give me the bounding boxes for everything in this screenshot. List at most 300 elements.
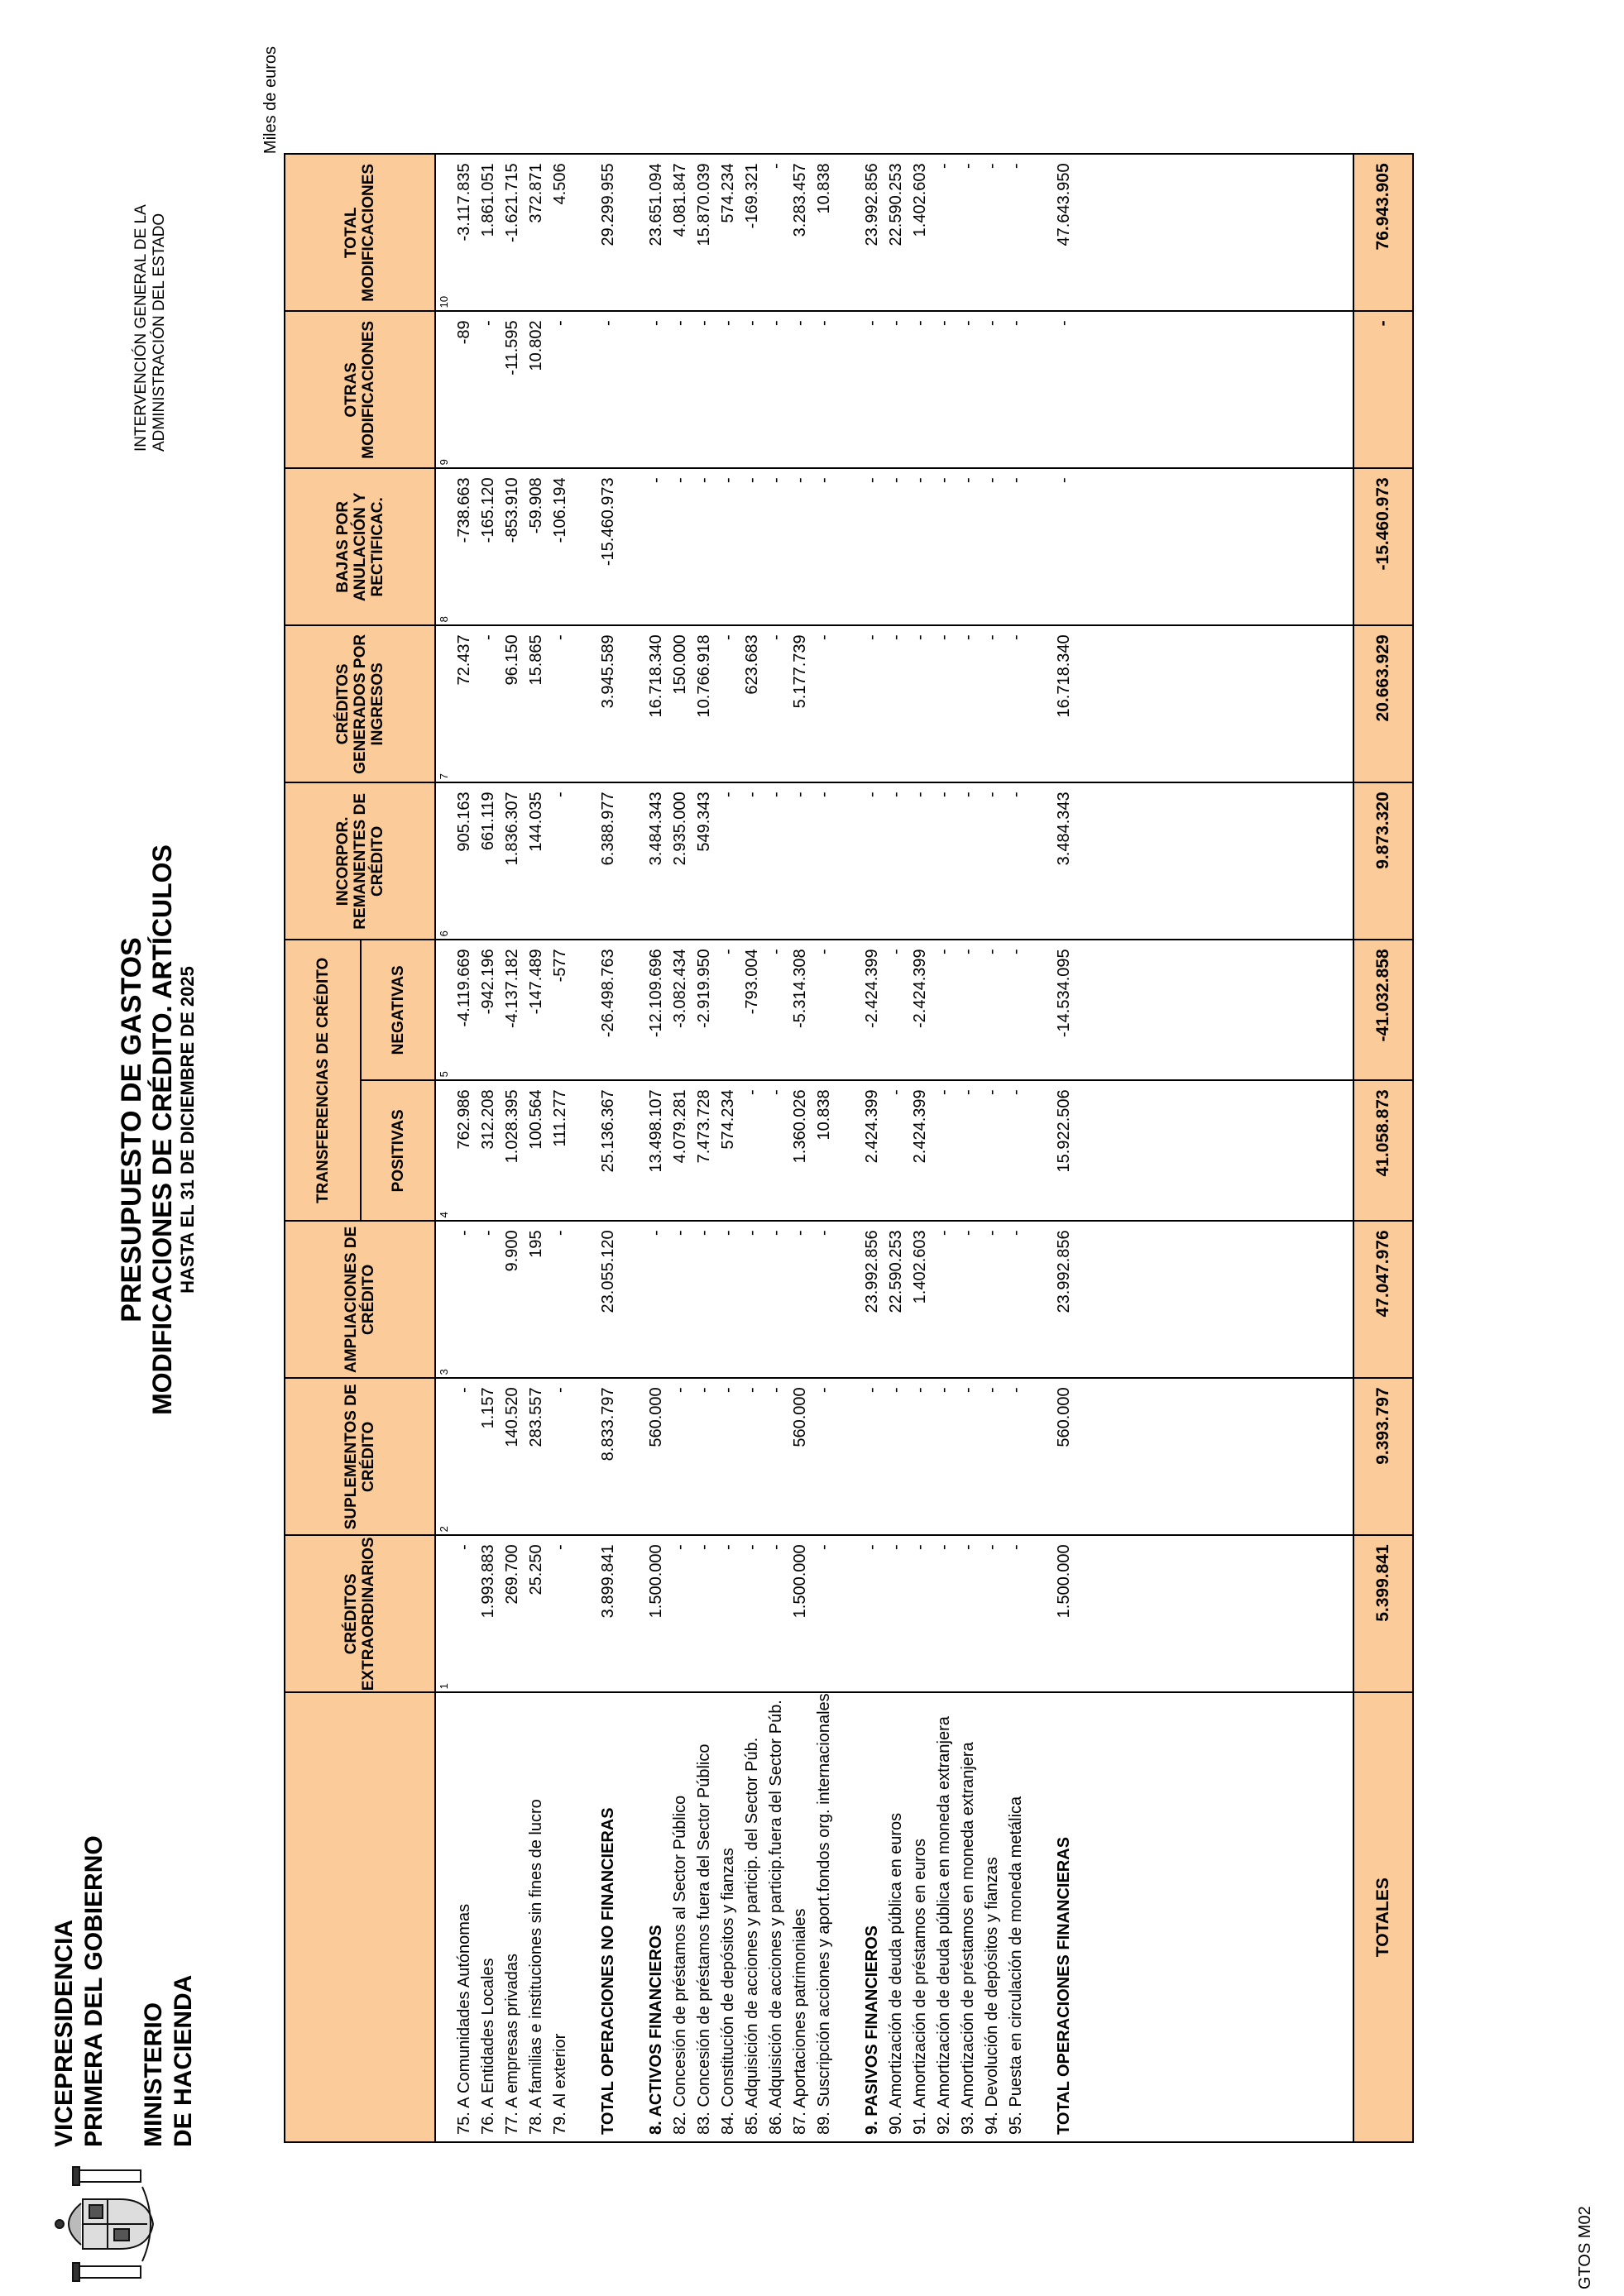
cell-value: - — [887, 634, 905, 641]
cell-value: - — [1007, 1089, 1025, 1096]
units-note: Miles de euros — [261, 46, 280, 155]
cell-value: -11.595 — [503, 320, 521, 375]
title-line-2: MODIFICACIONES DE CRÉDITO. ARTÍCULOS — [147, 844, 177, 1415]
cell-value: - — [767, 792, 785, 798]
cell-value: - — [599, 320, 617, 327]
cell-value — [1028, 1536, 1052, 1691]
cell-value: - — [959, 1387, 977, 1394]
cell-value: - — [647, 320, 665, 327]
cell-value: - — [983, 163, 1001, 170]
total-value: -15.460.973 — [1353, 468, 1413, 625]
row-label: 94. Devolución de depósitos y fianzas — [983, 1857, 1001, 2135]
row-label: 75. A Comunidades Autónomas — [455, 1903, 473, 2135]
cell-value — [620, 155, 644, 310]
cell-value — [572, 155, 596, 310]
cell-value: 47.643.950 — [1055, 163, 1073, 246]
cell-value — [572, 1379, 596, 1534]
cell-value: - — [455, 1230, 473, 1236]
row-label: 8. ACTIVOS FINANCIEROS — [647, 1925, 665, 2135]
cell-value: - — [983, 949, 1001, 955]
cell-value: 150.000 — [671, 634, 689, 695]
values-column-2 — [435, 1378, 1353, 1535]
cell-value — [620, 469, 644, 624]
column-header-3: AMPLIACIONES DE CRÉDITO — [285, 1221, 435, 1378]
values-column-10 — [435, 154, 1353, 311]
cell-value: 100.564 — [527, 1089, 545, 1150]
cell-value: 283.557 — [527, 1387, 545, 1447]
totals-row — [1353, 154, 1413, 2142]
cell-value: - — [959, 1089, 977, 1096]
cell-value: 4.506 — [551, 163, 569, 205]
cell-value: 13.498.107 — [647, 1089, 665, 1173]
row-label: TOTAL OPERACIONES NO FINANCIERAS — [599, 1807, 617, 2135]
row-label: 78. A familias e instituciones sin fines de lucro — [527, 1799, 545, 2135]
cell-value — [836, 155, 860, 310]
row-label: 95. Puesta en circulación de moneda metálica — [1007, 1796, 1025, 2135]
cell-value — [572, 1081, 596, 1220]
cell-value: - — [935, 634, 953, 641]
cell-value: - — [863, 477, 881, 484]
cell-value: - — [935, 320, 953, 327]
cell-value: - — [647, 1230, 665, 1236]
ministry-header — [50, 1717, 199, 2147]
cell-value: - — [671, 1387, 689, 1394]
total-value: 9.873.320 — [1353, 782, 1413, 940]
cell-value: 10.766.918 — [695, 634, 713, 718]
cell-value: 312.208 — [479, 1089, 497, 1150]
cell-value — [836, 1379, 860, 1534]
cell-value — [572, 469, 596, 624]
labels-column — [435, 1692, 1353, 2142]
cell-value: - — [815, 1544, 833, 1551]
cell-value: - — [935, 1230, 953, 1236]
row-label: 86. Adquisición de acciones y particip.fuera del Sector Púb. — [767, 1700, 785, 2135]
cell-value: - — [791, 477, 809, 484]
cell-value: 1.402.603 — [911, 1230, 929, 1304]
cell-value: - — [959, 477, 977, 484]
cell-value: - — [935, 1544, 953, 1551]
spacer-line — [572, 1693, 596, 2141]
row-label: 76. A Entidades Locales — [479, 1958, 497, 2135]
values-column-7 — [435, 625, 1353, 782]
cell-value: - — [767, 949, 785, 955]
cell-value: 25.250 — [527, 1544, 545, 1595]
cell-value: 5.177.739 — [791, 634, 809, 709]
cell-value: -942.196 — [479, 949, 497, 1015]
column-number: 7 — [438, 773, 450, 780]
column-number: 9 — [438, 459, 450, 466]
cell-value: 1.360.026 — [791, 1089, 809, 1164]
cell-value: - — [863, 1544, 881, 1551]
cell-value: - — [983, 634, 1001, 641]
cell-value: 22.590.253 — [887, 1230, 905, 1313]
values-column-4 — [435, 1080, 1353, 1221]
cell-value: - — [983, 1544, 1001, 1551]
ministry-line-1: VICEPRESIDENCIA — [50, 1919, 78, 2147]
cell-value — [620, 940, 644, 1079]
cell-value — [1028, 469, 1052, 624]
cell-value: 1.157 — [479, 1387, 497, 1429]
cell-value: - — [815, 320, 833, 327]
cell-value: - — [695, 1387, 713, 1394]
cell-value: - — [887, 320, 905, 327]
cell-value: - — [719, 634, 737, 641]
cell-value: - — [1007, 477, 1025, 484]
cell-value: 574.234 — [719, 1089, 737, 1150]
cell-value: - — [719, 1230, 737, 1236]
cell-value: - — [815, 949, 833, 955]
cell-value: - — [911, 320, 929, 327]
total-value: 76.943.905 — [1353, 154, 1413, 311]
cell-value: - — [791, 1230, 809, 1236]
cell-value: - — [767, 1089, 785, 1096]
cell-value: 140.520 — [503, 1387, 521, 1447]
cell-value: - — [887, 949, 905, 955]
cell-value: 4.081.847 — [671, 163, 689, 237]
row-labels — [436, 1693, 1076, 2141]
header-row-1 — [285, 154, 361, 2142]
cell-value: - — [767, 1544, 785, 1551]
cell-value: - — [767, 320, 785, 327]
cell-value: 2.424.399 — [863, 1089, 881, 1164]
cell-value: - — [743, 1387, 761, 1394]
cell-value: -2.919.950 — [695, 949, 713, 1028]
total-value: 47.047.976 — [1353, 1221, 1413, 1378]
cell-value: - — [863, 792, 881, 798]
cell-value: 1.500.000 — [647, 1544, 665, 1619]
row-label: 85. Adquisición de acciones y particip. del Sector Púb. — [743, 1737, 761, 2135]
cell-value: - — [935, 163, 953, 170]
ministry-line-2: PRIMERA DEL GOBIERNO — [80, 1835, 108, 2147]
cell-value: 3.945.589 — [599, 634, 617, 709]
cell-value: - — [479, 634, 497, 641]
cell-value — [836, 312, 860, 467]
cell-value: - — [863, 1387, 881, 1394]
cell-value — [620, 1379, 644, 1534]
column-number: 5 — [438, 1071, 450, 1078]
cell-value: - — [815, 1387, 833, 1394]
values-column-6 — [435, 782, 1353, 940]
cell-value: 3.484.343 — [1055, 792, 1073, 866]
column-header-1: CRÉDITOS EXTRAORDINARIOS — [285, 1535, 435, 1692]
cell-value: 905.163 — [455, 792, 473, 852]
row-label: 82. Concesión de préstamos al Sector Público — [671, 1795, 689, 2135]
values-column-5 — [435, 940, 1353, 1080]
cell-value — [836, 1222, 860, 1377]
cell-value: 10.838 — [815, 1089, 833, 1141]
cell-value: - — [983, 1230, 1001, 1236]
column-number: 2 — [438, 1526, 450, 1533]
row-label: 91. Amortización de préstamos en euros — [911, 1839, 929, 2135]
cell-value: 1.993.883 — [479, 1544, 497, 1619]
cell-value: - — [695, 477, 713, 484]
cell-value: - — [1055, 477, 1073, 484]
cell-value: - — [455, 1544, 473, 1551]
column-header-2: SUPLEMENTOS DE CRÉDITO — [285, 1378, 435, 1535]
cell-value — [572, 312, 596, 467]
cell-value: - — [887, 1387, 905, 1394]
cell-value: -165.120 — [479, 477, 497, 543]
cell-value: -169.321 — [743, 163, 761, 229]
cell-value — [572, 1536, 596, 1691]
cell-value: 574.234 — [719, 163, 737, 223]
cell-value: - — [1007, 1230, 1025, 1236]
cell-value: -5.314.308 — [791, 949, 809, 1028]
cell-value: 762.986 — [455, 1089, 473, 1150]
igae-header — [132, 55, 169, 452]
cell-value: 1.402.603 — [911, 163, 929, 237]
cell-value: 1.861.051 — [479, 163, 497, 237]
cell-value: 2.935.000 — [671, 792, 689, 866]
cell-value: -577 — [551, 949, 569, 983]
cell-value: - — [767, 1230, 785, 1236]
total-value: - — [1353, 311, 1413, 468]
cell-value: - — [815, 1230, 833, 1236]
column-number: 3 — [438, 1369, 450, 1375]
cell-value: 269.700 — [503, 1544, 521, 1605]
cell-value: -106.194 — [551, 477, 569, 543]
cell-value: 9.900 — [503, 1230, 521, 1272]
cell-value: -14.534.095 — [1055, 949, 1073, 1038]
cell-value: -3.082.434 — [671, 949, 689, 1028]
cell-value: 549.343 — [695, 792, 713, 852]
cell-value: - — [863, 634, 881, 641]
cell-value: -59.908 — [527, 477, 545, 534]
cell-value: - — [695, 320, 713, 327]
cell-value — [836, 626, 860, 782]
cell-value: 3.283.457 — [791, 163, 809, 237]
cell-value: - — [935, 1089, 953, 1096]
coat-of-arms-logo — [50, 2162, 157, 2286]
cell-value: 560.000 — [647, 1387, 665, 1447]
cell-value: - — [887, 1089, 905, 1096]
cell-value: - — [1007, 634, 1025, 641]
cell-value: - — [671, 477, 689, 484]
row-label: 9. PASIVOS FINANCIEROS — [863, 1925, 881, 2135]
row-label: 90. Amortización de deuda pública en euros — [887, 1812, 905, 2135]
cell-value: - — [911, 634, 929, 641]
cell-value: 23.055.120 — [599, 1230, 617, 1313]
cell-value: - — [551, 792, 569, 798]
row-label: 79. Al exterior — [551, 2033, 569, 2135]
cell-value: - — [959, 792, 977, 798]
cell-value: - — [719, 1387, 737, 1394]
cell-value — [620, 312, 644, 467]
cell-value: -853.910 — [503, 477, 521, 543]
column-number: 10 — [438, 295, 450, 309]
cell-value: - — [911, 477, 929, 484]
cell-value: - — [935, 792, 953, 798]
cell-value: - — [935, 1387, 953, 1394]
values-column-8 — [435, 468, 1353, 625]
cell-value: 2.424.399 — [911, 1089, 929, 1164]
igae-line-2: ADMINISTRACIÓN DEL ESTADO — [151, 213, 168, 452]
cell-value: - — [671, 320, 689, 327]
cell-value: - — [1007, 949, 1025, 955]
cell-value: -793.004 — [743, 949, 761, 1015]
values-column-1 — [435, 1535, 1353, 1692]
cell-value: -1.621.715 — [503, 163, 521, 242]
cell-value: - — [719, 320, 737, 327]
cell-value: 16.718.340 — [1055, 634, 1073, 718]
row-label: 92. Amortización de deuda pública en moneda extranjera — [935, 1716, 953, 2135]
cell-value: -2.424.399 — [911, 949, 929, 1028]
spacer-line — [1028, 1693, 1052, 2141]
document-title — [116, 791, 199, 1469]
cell-value: - — [719, 949, 737, 955]
cell-value — [620, 1536, 644, 1691]
cell-value: 10.838 — [815, 163, 833, 214]
cell-value: - — [695, 1544, 713, 1551]
cell-value: - — [767, 163, 785, 170]
cell-value: 15.865 — [527, 634, 545, 686]
cell-value: 15.870.039 — [695, 163, 713, 246]
cell-value: - — [767, 1387, 785, 1394]
cell-value: - — [1007, 792, 1025, 798]
cell-value: - — [815, 792, 833, 798]
cell-value: 560.000 — [791, 1387, 809, 1447]
column-header-7: CRÉDITOS GENERADOS POR INGRESOS — [285, 625, 435, 782]
cell-value: 15.922.506 — [1055, 1089, 1073, 1173]
cell-value: 111.277 — [551, 1089, 569, 1147]
column-header-4: POSITIVAS — [361, 1080, 435, 1221]
cell-value: - — [743, 1089, 761, 1096]
column-number: 1 — [438, 1683, 450, 1690]
cell-value — [1028, 783, 1052, 939]
cell-value: - — [983, 1387, 1001, 1394]
cell-value: 623.683 — [743, 634, 761, 695]
cell-value: - — [743, 477, 761, 484]
cell-value: -2.424.399 — [863, 949, 881, 1028]
cell-value: - — [551, 1387, 569, 1394]
total-value: 9.393.797 — [1353, 1378, 1413, 1535]
cell-value: - — [959, 949, 977, 955]
column-header-6: INCORPOR. REMANENTES DE CRÉDITO — [285, 782, 435, 940]
cell-value: -147.489 — [527, 949, 545, 1015]
cell-value — [620, 1081, 644, 1220]
cell-value: 10.802 — [527, 320, 545, 371]
igae-line-1: INTERVENCIÓN GENERAL DE LA — [132, 204, 150, 452]
cell-value: 25.136.367 — [599, 1089, 617, 1173]
title-line-3: HASTA EL 31 DE DICIEMBRE DE 2025 — [177, 966, 198, 1294]
cell-value: - — [743, 320, 761, 327]
column-number: 8 — [438, 616, 450, 623]
total-value: 41.058.873 — [1353, 1080, 1413, 1221]
cell-value: - — [935, 477, 953, 484]
cell-value: -4.119.669 — [455, 949, 473, 1027]
cell-value — [1028, 940, 1052, 1079]
cell-value — [1028, 1081, 1052, 1220]
cell-value: - — [911, 792, 929, 798]
cell-value: 7.473.728 — [695, 1089, 713, 1164]
cell-value: - — [887, 1544, 905, 1551]
cell-value: - — [911, 1387, 929, 1394]
cell-value: 661.119 — [479, 792, 497, 851]
cell-value: - — [983, 477, 1001, 484]
cell-value: -738.663 — [455, 477, 473, 543]
totals-label: TOTALES — [1353, 1692, 1413, 2142]
cell-value: - — [671, 1544, 689, 1551]
cell-value: - — [479, 1230, 497, 1236]
column-number: 6 — [438, 930, 450, 937]
cell-value: 372.871 — [527, 163, 545, 223]
cell-value: 6.388.977 — [599, 792, 617, 866]
cell-value: - — [959, 320, 977, 327]
cell-value: - — [719, 1544, 737, 1551]
label-header — [285, 1692, 435, 2142]
cell-value: -4.137.182 — [503, 949, 521, 1028]
cell-value — [572, 783, 596, 939]
cell-value: - — [815, 634, 833, 641]
cell-value: - — [911, 1544, 929, 1551]
transfers-group-header: TRANSFERENCIAS DE CRÉDITO — [285, 940, 361, 1221]
cell-value: 1.500.000 — [1055, 1544, 1073, 1619]
cell-value: -89 — [455, 320, 473, 345]
cell-value: - — [887, 792, 905, 798]
body-row — [435, 154, 1353, 2142]
total-value: 5.399.841 — [1353, 1535, 1413, 1692]
cell-value: 3.484.343 — [647, 792, 665, 866]
row-label: 83. Concesión de préstamos fuera del Sector Público — [695, 1744, 713, 2135]
title-line-1: PRESUPUESTO DE GASTOS — [116, 937, 147, 1323]
cell-value: - — [983, 792, 1001, 798]
cell-value — [836, 469, 860, 624]
cell-value: - — [1007, 163, 1025, 170]
cell-value: 195 — [527, 1230, 545, 1258]
spacer-line — [836, 1693, 860, 2141]
cell-value: 1.836.307 — [503, 792, 521, 866]
cell-value: - — [815, 477, 833, 484]
row-label: 77. A empresas privadas — [503, 1953, 521, 2135]
cell-value: 560.000 — [1055, 1387, 1073, 1447]
cell-value: 8.833.797 — [599, 1387, 617, 1461]
cell-value — [1028, 1222, 1052, 1377]
cell-value: -26.498.763 — [599, 949, 617, 1038]
spacer-line — [620, 1693, 644, 2141]
cell-value — [836, 783, 860, 939]
cell-value: 23.651.094 — [647, 163, 665, 246]
cell-value — [836, 940, 860, 1079]
cell-value: - — [983, 320, 1001, 327]
ministry-line-3: MINISTERIO — [140, 2002, 167, 2147]
cell-value — [572, 626, 596, 782]
cell-value: 23.992.856 — [863, 1230, 881, 1313]
column-header-5: NEGATIVAS — [361, 940, 435, 1080]
cell-value — [1028, 155, 1052, 310]
cell-value — [572, 1222, 596, 1377]
cell-value: - — [959, 163, 977, 170]
cell-value — [572, 940, 596, 1079]
cell-value: - — [935, 949, 953, 955]
cell-value: - — [791, 792, 809, 798]
column-header-9: OTRAS MODIFICACIONES — [285, 311, 435, 468]
cell-value: 144.035 — [527, 792, 545, 852]
cell-value: 29.299.955 — [599, 163, 617, 246]
values-column-9 — [435, 311, 1353, 468]
cell-value — [620, 783, 644, 939]
cell-value — [620, 626, 644, 782]
total-value: -41.032.858 — [1353, 940, 1413, 1080]
cell-value — [1028, 626, 1052, 782]
cell-value: -12.109.696 — [647, 949, 665, 1038]
footer-code: GTOS M02 — [1576, 2206, 1594, 2289]
cell-value: - — [791, 320, 809, 327]
cell-value — [836, 1536, 860, 1691]
cell-value: - — [551, 320, 569, 327]
cell-value: - — [551, 634, 569, 641]
cell-value: 23.992.856 — [863, 163, 881, 246]
cell-value: - — [1007, 1387, 1025, 1394]
